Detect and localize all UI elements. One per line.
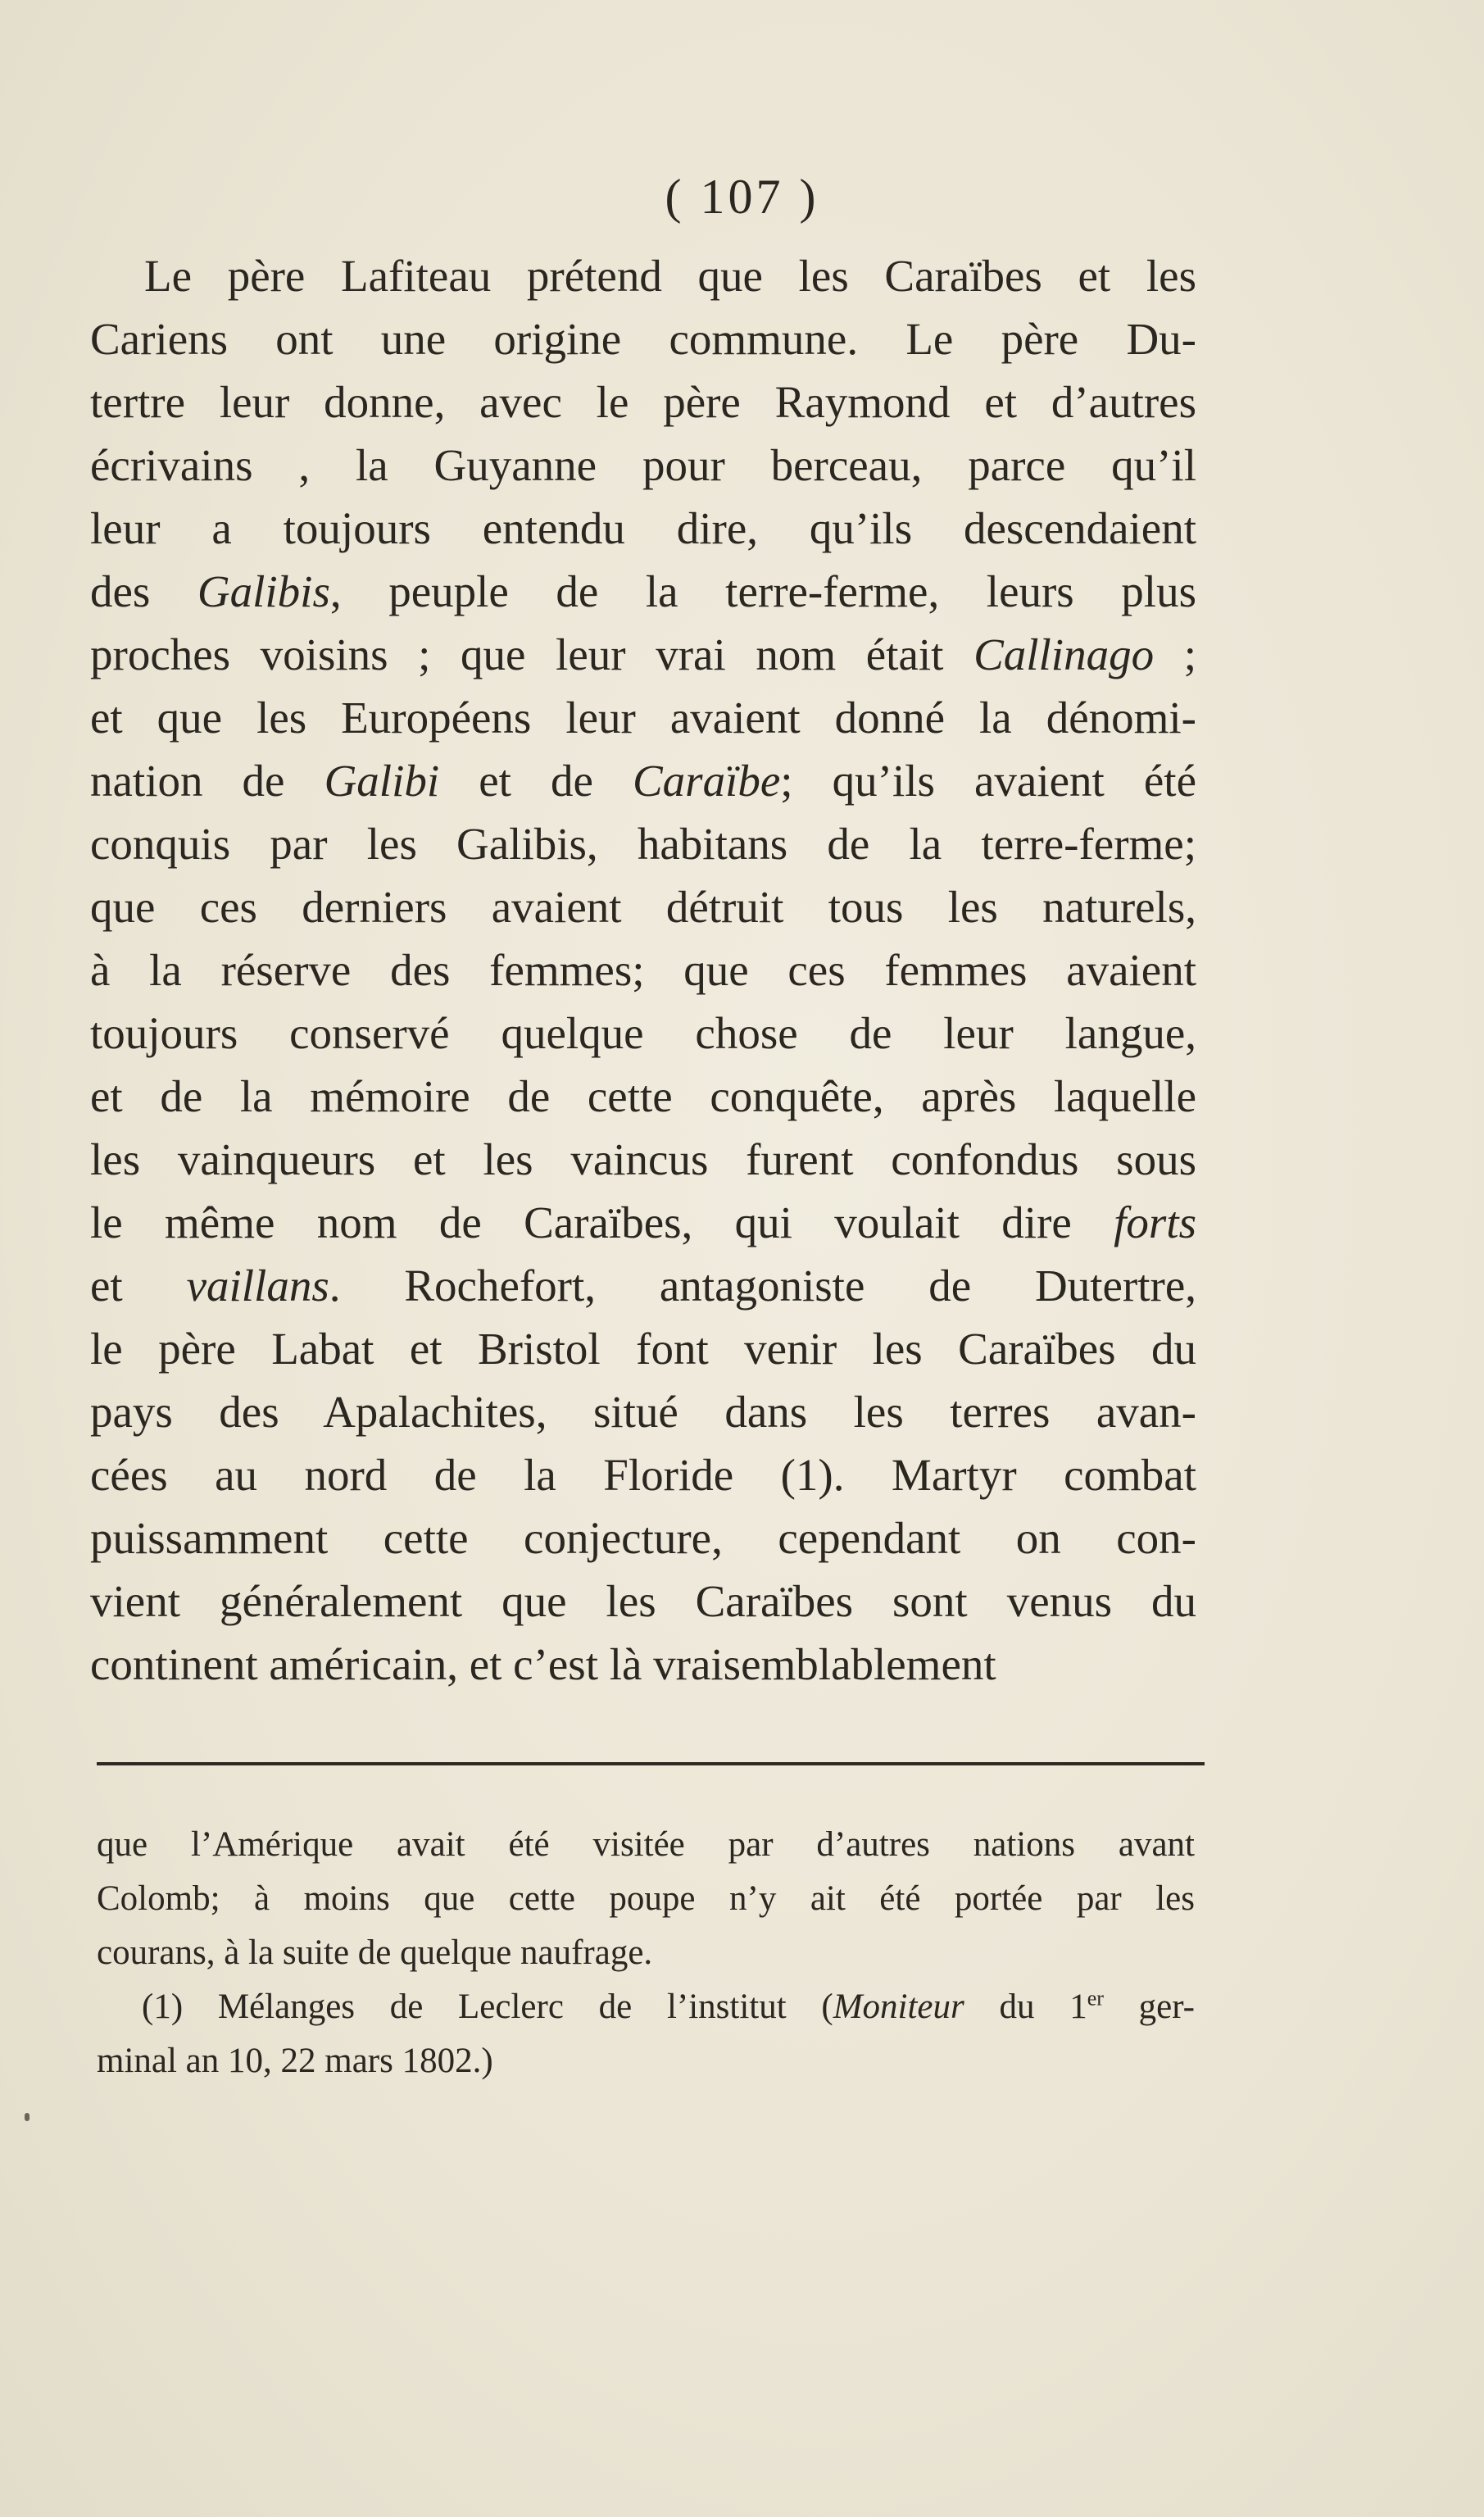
text-line: tertre leur donne, avec le père Raymond et d’autres: [90, 377, 1196, 427]
text-line: puissamment cette conjecture, cependant on con-: [90, 1513, 1196, 1563]
text-line: les vainqueurs et les vaincus furent confondus sous: [90, 1134, 1196, 1184]
text-line: écrivains , la Guyanne pour berceau, parce qu’il: [90, 440, 1196, 490]
text-line: et vaillans. Rochefort, antagoniste de Dutertre,: [90, 1261, 1196, 1311]
footnote-line: Colomb; à moins que cette poupe n’y ait été portée par les: [97, 1879, 1195, 1918]
text-line: leur a toujours entendu dire, qu’ils descendaient: [90, 503, 1196, 553]
text-line: à la réserve des femmes; que ces femmes avaient: [90, 945, 1196, 995]
text-line: Cariens ont une origine commune. Le père Du-: [90, 314, 1196, 364]
footnote-line: (1) Mélanges de Leclerc de l’institut (Moniteur du 1er ger-: [142, 1986, 1195, 2026]
text-line: pays des Apalachites, situé dans les terres avan-: [90, 1387, 1196, 1437]
text-line: et que les Européens leur avaient donné la dénomi-: [90, 693, 1196, 743]
text-line: nation de Galibi et de Caraïbe; qu’ils avaient été: [90, 756, 1197, 806]
footnote-divider: [97, 1762, 1205, 1765]
text-line: vient généralement que les Caraïbes sont venus du: [90, 1576, 1196, 1626]
footnote-line: minal an 10, 22 mars 1802.): [97, 2042, 493, 2080]
text-line: Le père Lafiteau prétend que les Caraïbes et les: [144, 251, 1196, 301]
text-line: des Galibis, peuple de la terre-ferme, leurs plus: [90, 566, 1196, 616]
footnotes-block: [97, 1818, 1195, 2088]
footnote-line: que l’Amérique avait été visitée par d’autres nations avant: [97, 1825, 1195, 1864]
paper-speck: [25, 2113, 29, 2121]
text-line: le même nom de Caraïbes, qui voulait dire forts: [90, 1197, 1196, 1247]
text-line: proches voisins ; que leur vrai nom était Callinago ;: [90, 629, 1196, 679]
text-line: le père Labat et Bristol font venir les Caraïbes du: [90, 1324, 1196, 1374]
main-text-block: [90, 244, 1196, 1696]
footnote-line: courans, à la suite de quelque naufrage.: [97, 1933, 653, 1972]
text-line: cées au nord de la Floride (1). Martyr combat: [90, 1450, 1196, 1500]
text-line: que ces derniers avaient détruit tous les naturels,: [90, 882, 1196, 932]
text-line: et de la mémoire de cette conquête, après laquelle: [90, 1071, 1196, 1121]
text-line: continent américain, et c’est là vraisemblablement: [90, 1639, 996, 1689]
text-line: conquis par les Galibis, habitans de la terre-ferme;: [90, 819, 1196, 869]
page-number: ( 107 ): [665, 170, 819, 224]
text-line: toujours conservé quelque chose de leur langue,: [90, 1008, 1196, 1058]
